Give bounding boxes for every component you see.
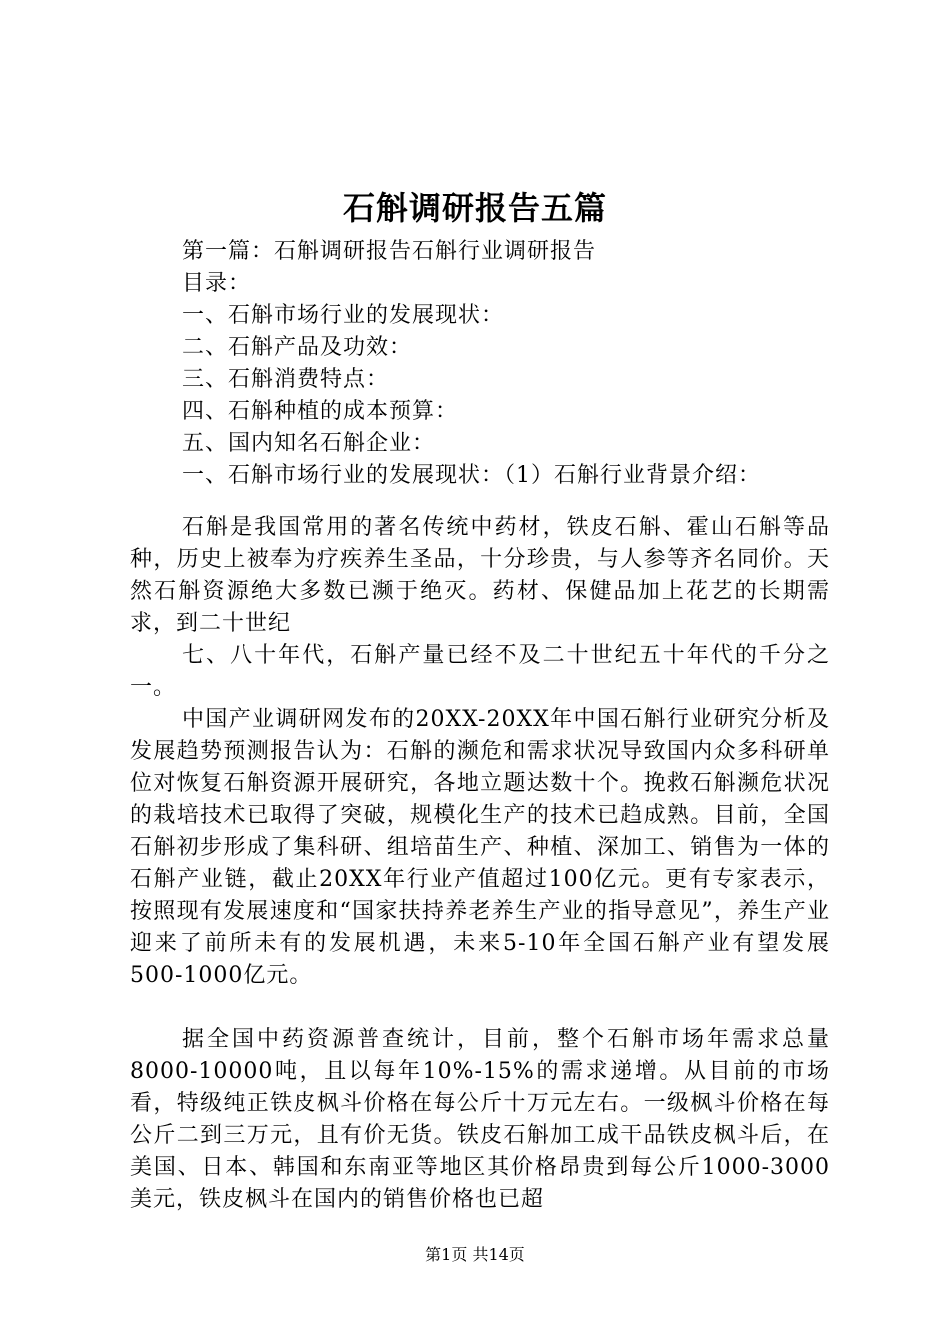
toc-line: 四、石斛种植的成本预算：: [182, 399, 459, 424]
paragraph: 据全国中药资源普查统计，目前，整个石斛市场年需求总量8000-10000吨，且以每年10%-15%的需求递增。从目前的市场看，特级纯正铁皮枫斗价格在每公斤十万元左右。一级枫斗价格在每公斤二到三万元，且有价无货。铁皮石斛加工成干品铁皮枫斗后，在美国、日本、韩国和东南亚等地区其价格昂贵到每公斤1000-3000美元，铁皮枫斗在国内的销售价格也已超: [130, 1027, 830, 1212]
toc-line: 二、石斛产品及功效：: [182, 335, 413, 360]
paragraph: 石斛是我国常用的著名传统中药材，铁皮石斛、霍山石斛等品种，历史上被奉为疗疾养生圣品，十分珍贵，与人参等齐名同价。天然石斛资源绝大多数已濒于绝灭。药材、保健品加上花艺的长期需求，到二十世纪: [130, 515, 830, 636]
document-title: 石斛调研报告五篇: [342, 189, 607, 227]
toc-line: 一、石斛市场行业的发展现状：: [182, 303, 505, 328]
body-text: [130, 512, 830, 1216]
paragraph-spacer: [130, 992, 830, 1024]
toc-line: 三、石斛消费特点：: [182, 367, 390, 392]
table-of-contents: [130, 236, 850, 492]
page-footer: 第1页 共14页: [425, 1245, 525, 1264]
toc-line: 一、石斛市场行业的发展现状：（1）石斛行业背景介绍：: [182, 463, 761, 488]
paragraph: 中国产业调研网发布的20XX-20XX年中国石斛行业研究分析及发展趋势预测报告认为：石斛的濒危和需求状况导致国内众多科研单位对恢复石斛资源开展研究，各地立题达数十个。挽救石斛濒危状况的栽培技术已取得了突破，规模化生产的技术已趋成熟。目前，全国石斛初步形成了集科研、组培苗生产、种植、深加工、销售为一体的石斛产业链，截止20XX年行业产值超过100亿元。更有专家表示，按照现有发展速度和“国家扶持养老养生产业的指导意见”，养生产业迎来了前所未有的发展机遇，未来5-10年全国石斛产业有望发展500-1000亿元。: [130, 707, 830, 988]
toc-line: 目录：: [182, 271, 252, 296]
paragraph: 七、八十年代，石斛产量已经不及二十世纪五十年代的千分之一。: [130, 643, 830, 700]
toc-line: 五、国内知名石斛企业：: [182, 431, 436, 456]
toc-line: 第一篇：石斛调研报告石斛行业调研报告: [182, 239, 597, 264]
